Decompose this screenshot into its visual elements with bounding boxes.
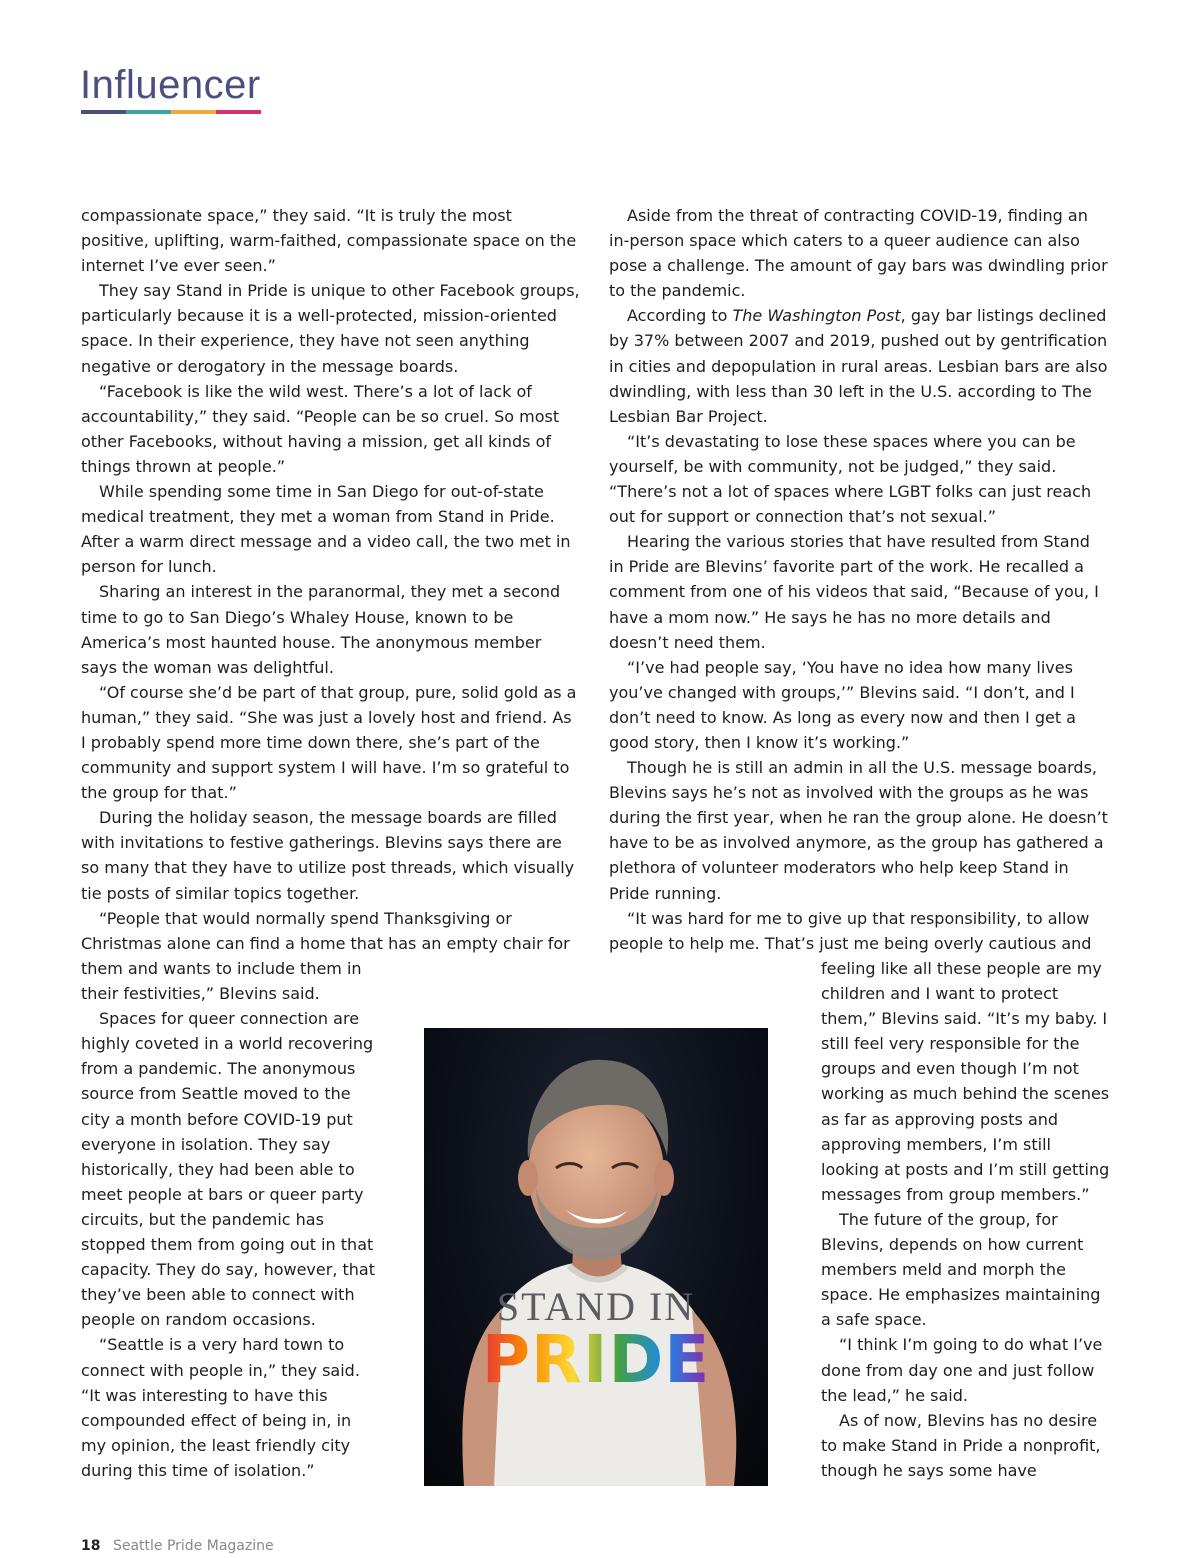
- rule-segment-teal: [126, 110, 171, 114]
- paragraph: feeling like all these people are my children and I want to protect them,” Blevins said. “It’s my baby. I still feel very responsible for the groups and even though I’m not working as much behind the scenes as far as approving posts and approving members, I’m still looking at posts and I’m still getting messages from group members.”: [821, 959, 1110, 1204]
- rule-segment-orange: [171, 110, 216, 114]
- shirt-text-line1: STAND IN: [496, 1284, 696, 1329]
- paragraph: “It’s devastating to lose these spaces where you can be yourself, be with community, not be judged,” they said. “There’s not a lot of spaces where LGBT folks can just reach out for support or connection that’s not sexual.”: [609, 431, 1092, 527]
- rule-segment-purple: [81, 110, 126, 114]
- paragraph: “I’ve had people say, ‘You have no idea how many lives you’ve changed with groups,’” Blevins said. “I don’t, and I don’t need to know. As long as every now and then I get a good story, then I know it’s working.”: [609, 657, 1076, 752]
- paragraph: “Facebook is like the wild west. There’s a lot of lack of accountability,” they said. “People can be so cruel. So most other Facebooks, without having a mission, get all kinds of things thrown at people.”: [81, 381, 560, 476]
- paragraph: Aside from the threat of contracting COVID-19, finding an in-person space which caters to a queer audience can also pose a challenge. The amount of gay bars was dwindling prior to the pandemic.: [609, 206, 1108, 301]
- title-underline: [81, 110, 261, 114]
- paragraph: “Seattle is a very hard town to connect with people in,” they said. “It was interesting to have this compounded effect of being in, in my opinion, the least friendly city during this time of isolation.”: [81, 1335, 360, 1480]
- paragraph: them and wants to include them in their festivities,” Blevins said.: [81, 959, 362, 1004]
- rule-segment-pink: [216, 110, 261, 114]
- paragraph: The future of the group, for Blevins, depends on how current members meld and morph the space. He emphasizes maintaining a safe space.: [821, 1209, 1101, 1330]
- paragraph: [609, 303, 1109, 428]
- text: According to: [627, 306, 733, 326]
- page-footer: [81, 1537, 274, 1555]
- paragraph: While spending some time in San Diego for out-of-state medical treatment, they met a woman from Stand in Pride. After a warm direct message and a video call, the two met in person for lunch.: [81, 482, 571, 577]
- article-column-right-bottom: [821, 956, 1113, 1483]
- page-number: 18: [81, 1538, 101, 1554]
- paragraph: During the holiday season, the message boards are filled with invitations to festive gatherings. Blevins says there are so many that they have to utilize post threads, which visually tie posts of similar topics together.: [81, 808, 575, 903]
- magazine-name: Seattle Pride Magazine: [112, 1538, 274, 1554]
- paragraph: “I think I’m going to do what I’ve done from day one and just follow the lead,” he said.: [821, 1335, 1103, 1405]
- text: , gay bar listings declined by 37% between 2007 and 2019, pushed out by gentrification in cities and depopulation in rural areas. Lesbian bars are also dwindling, with less than 30 left in the U.S. according to The Lesbian Bar Project.: [609, 306, 1108, 426]
- shirt-text-line2: PRIDE: [481, 1321, 711, 1398]
- paragraph: “People that would normally spend Thanksgiving or Christmas alone can find a home that has an empty chair for: [81, 908, 570, 953]
- paragraph: They say Stand in Pride is unique to other Facebook groups, particularly because it is a well-protected, mission-oriented space. In their experience, they have not seen anything negative or derogatory in the message boards.: [81, 281, 580, 376]
- paragraph: As of now, Blevins has no desire to make Stand in Pride a nonprofit, though he says some have: [821, 1410, 1101, 1480]
- article-column-left-bottom: [81, 956, 381, 1483]
- paragraph: compassionate space,” they said. “It is truly the most positive, uplifting, warm-faithed, compassionate space on the internet I’ve ever seen.”: [81, 206, 577, 276]
- paragraph: Spaces for queer connection are highly coveted in a world recovering from a pandemic. The anonymous source from Seattle moved to the city a month before COVID-19 put everyone in isolation. They say historically, they had been able to meet people at bars or queer party circuits, but the pandemic has stopped them from going out in that capacity. They do say, however, that they’ve been able to connect with people on random occasions.: [81, 1009, 375, 1330]
- paragraph: “It was hard for me to give up that responsibility, to allow people to help me. That’s just me being overly cautious and: [609, 908, 1092, 953]
- paragraph: Hearing the various stories that have resulted from Stand in Pride are Blevins’ favorite part of the work. He recalled a comment from one of his videos that said, “Because of you, I have a mom now.” He says he has no more details and doesn’t need them.: [609, 532, 1099, 652]
- publication-name: The Washington Post: [732, 306, 901, 326]
- portrait-photo: [424, 1028, 768, 1486]
- paragraph: “Of course she’d be part of that group, pure, solid gold as a human,” they said. “She was just a lovely host and friend. As I probably spend more time down there, she’s part of the community and support system I will have. I’m so grateful to the group for that.”: [81, 682, 577, 803]
- paragraph: Though he is still an admin in all the U.S. message boards, Blevins says he’s not as involved with the groups as he was during the first year, when he ran the group alone. He doesn’t have to be as involved anymore, as the group has gathered a plethora of volunteer moderators who help keep Stand in Pride running.: [609, 758, 1108, 903]
- article-column-left-top: [81, 203, 581, 956]
- paragraph: Sharing an interest in the paranormal, they met a second time to go to San Diego’s Whaley House, known to be America’s most haunted house. The anonymous member says the woman was delightful.: [81, 582, 561, 677]
- section-title: Influencer: [80, 63, 261, 107]
- portrait-illustration: [424, 1028, 768, 1486]
- article-column-right-top: [609, 203, 1109, 956]
